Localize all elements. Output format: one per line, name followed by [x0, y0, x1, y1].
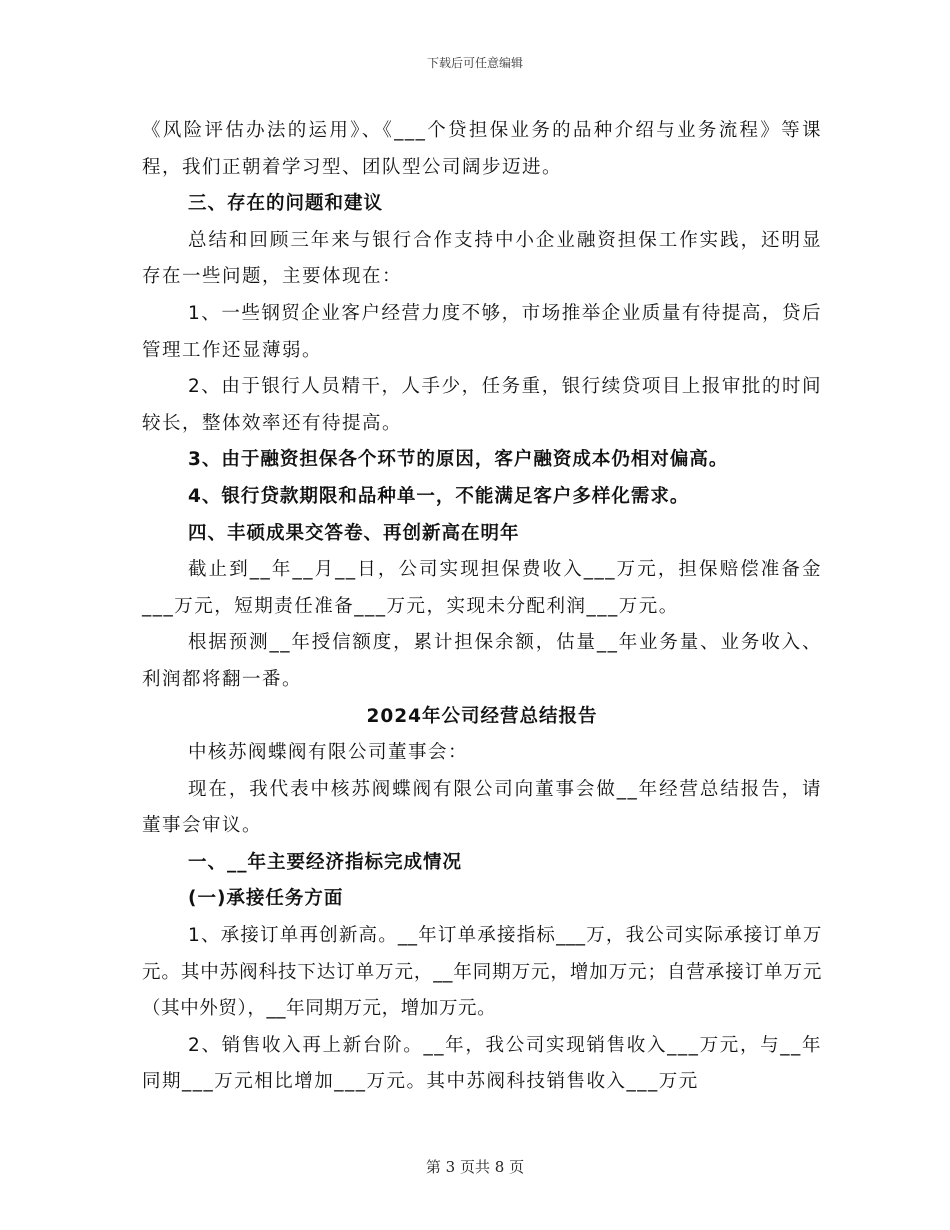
section-heading-problems: 三、存在的问题和建议: [188, 193, 384, 215]
paragraph-forecast: 根据预测__年授信额度，累计担保余额，估量__年业务量、业务收入、利润都将翻一番。: [142, 632, 822, 690]
paragraph-issue-1: 1、一些钢贸企业客户经营力度不够，市场推举企业质量有待提高，贷后管理工作还显薄弱。: [142, 302, 822, 361]
section-heading-results: 四、丰硕成果交答卷、再创新高在明年: [188, 522, 520, 544]
section-heading-indicators: 一、__年主要经济指标完成情况: [188, 851, 463, 873]
paragraph-sales: 2、销售收入再上新台阶。__年，我公司实现销售收入___万元，与__年同期___万元相比增加___万元。其中苏阀科技销售收入___万元: [142, 1034, 822, 1093]
page-header: 下载后可任意编辑: [426, 56, 523, 70]
document-body: [142, 113, 822, 1101]
paragraph-salutation: 中核苏阀蝶阀有限公司董事会：: [188, 742, 469, 764]
paragraph-issue-2: 2、由于银行人员精干，人手少，任务重，银行续贷项目上报审批的时间较长，整体效率还有待提高。: [142, 376, 822, 434]
paragraph-intro: 现在，我代表中核苏阀蝶阀有限公司向董事会做__年经营总结报告，请董事会审议。: [142, 778, 822, 837]
paragraph-results-figures: 截止到__年__月__日，公司实现担保费收入___万元，担保赔偿准备金___万元，短期责任准备___万元，实现未分配利润___万元。: [142, 559, 822, 617]
paragraph-issue-3: 3、由于融资担保各个环节的原因，客户融资成本仍相对偏高。: [188, 449, 729, 471]
page-footer: 第 3 页共 8 页: [425, 1158, 525, 1176]
paragraph-orders: 1、承接订单再创新高。__年订单承接指标___万，我公司实际承接订单万元。其中苏阀科技下达订单万元，__年同期万元，增加万元；自营承接订单万元（其中外贸），__年同期万元，增加万元。: [142, 925, 822, 1020]
paragraph-issue-4: 4、银行贷款期限和品种单一，不能满足客户多样化需求。: [188, 485, 690, 507]
paragraph-course-list: 《风险评估办法的运用》、《___个贷担保业务的品种介绍与业务流程》等课程，我们正朝着学习型、团队型公司阔步迈进。: [142, 120, 822, 178]
subsection-heading-orders: (一)承接任务方面: [188, 888, 344, 910]
paragraph-summary: 总结和回顾三年来与银行合作支持中小企业融资担保工作实践，还明显存在一些问题，主要体现在：: [142, 229, 822, 288]
report-title: 2024年公司经营总结报告: [366, 705, 598, 727]
